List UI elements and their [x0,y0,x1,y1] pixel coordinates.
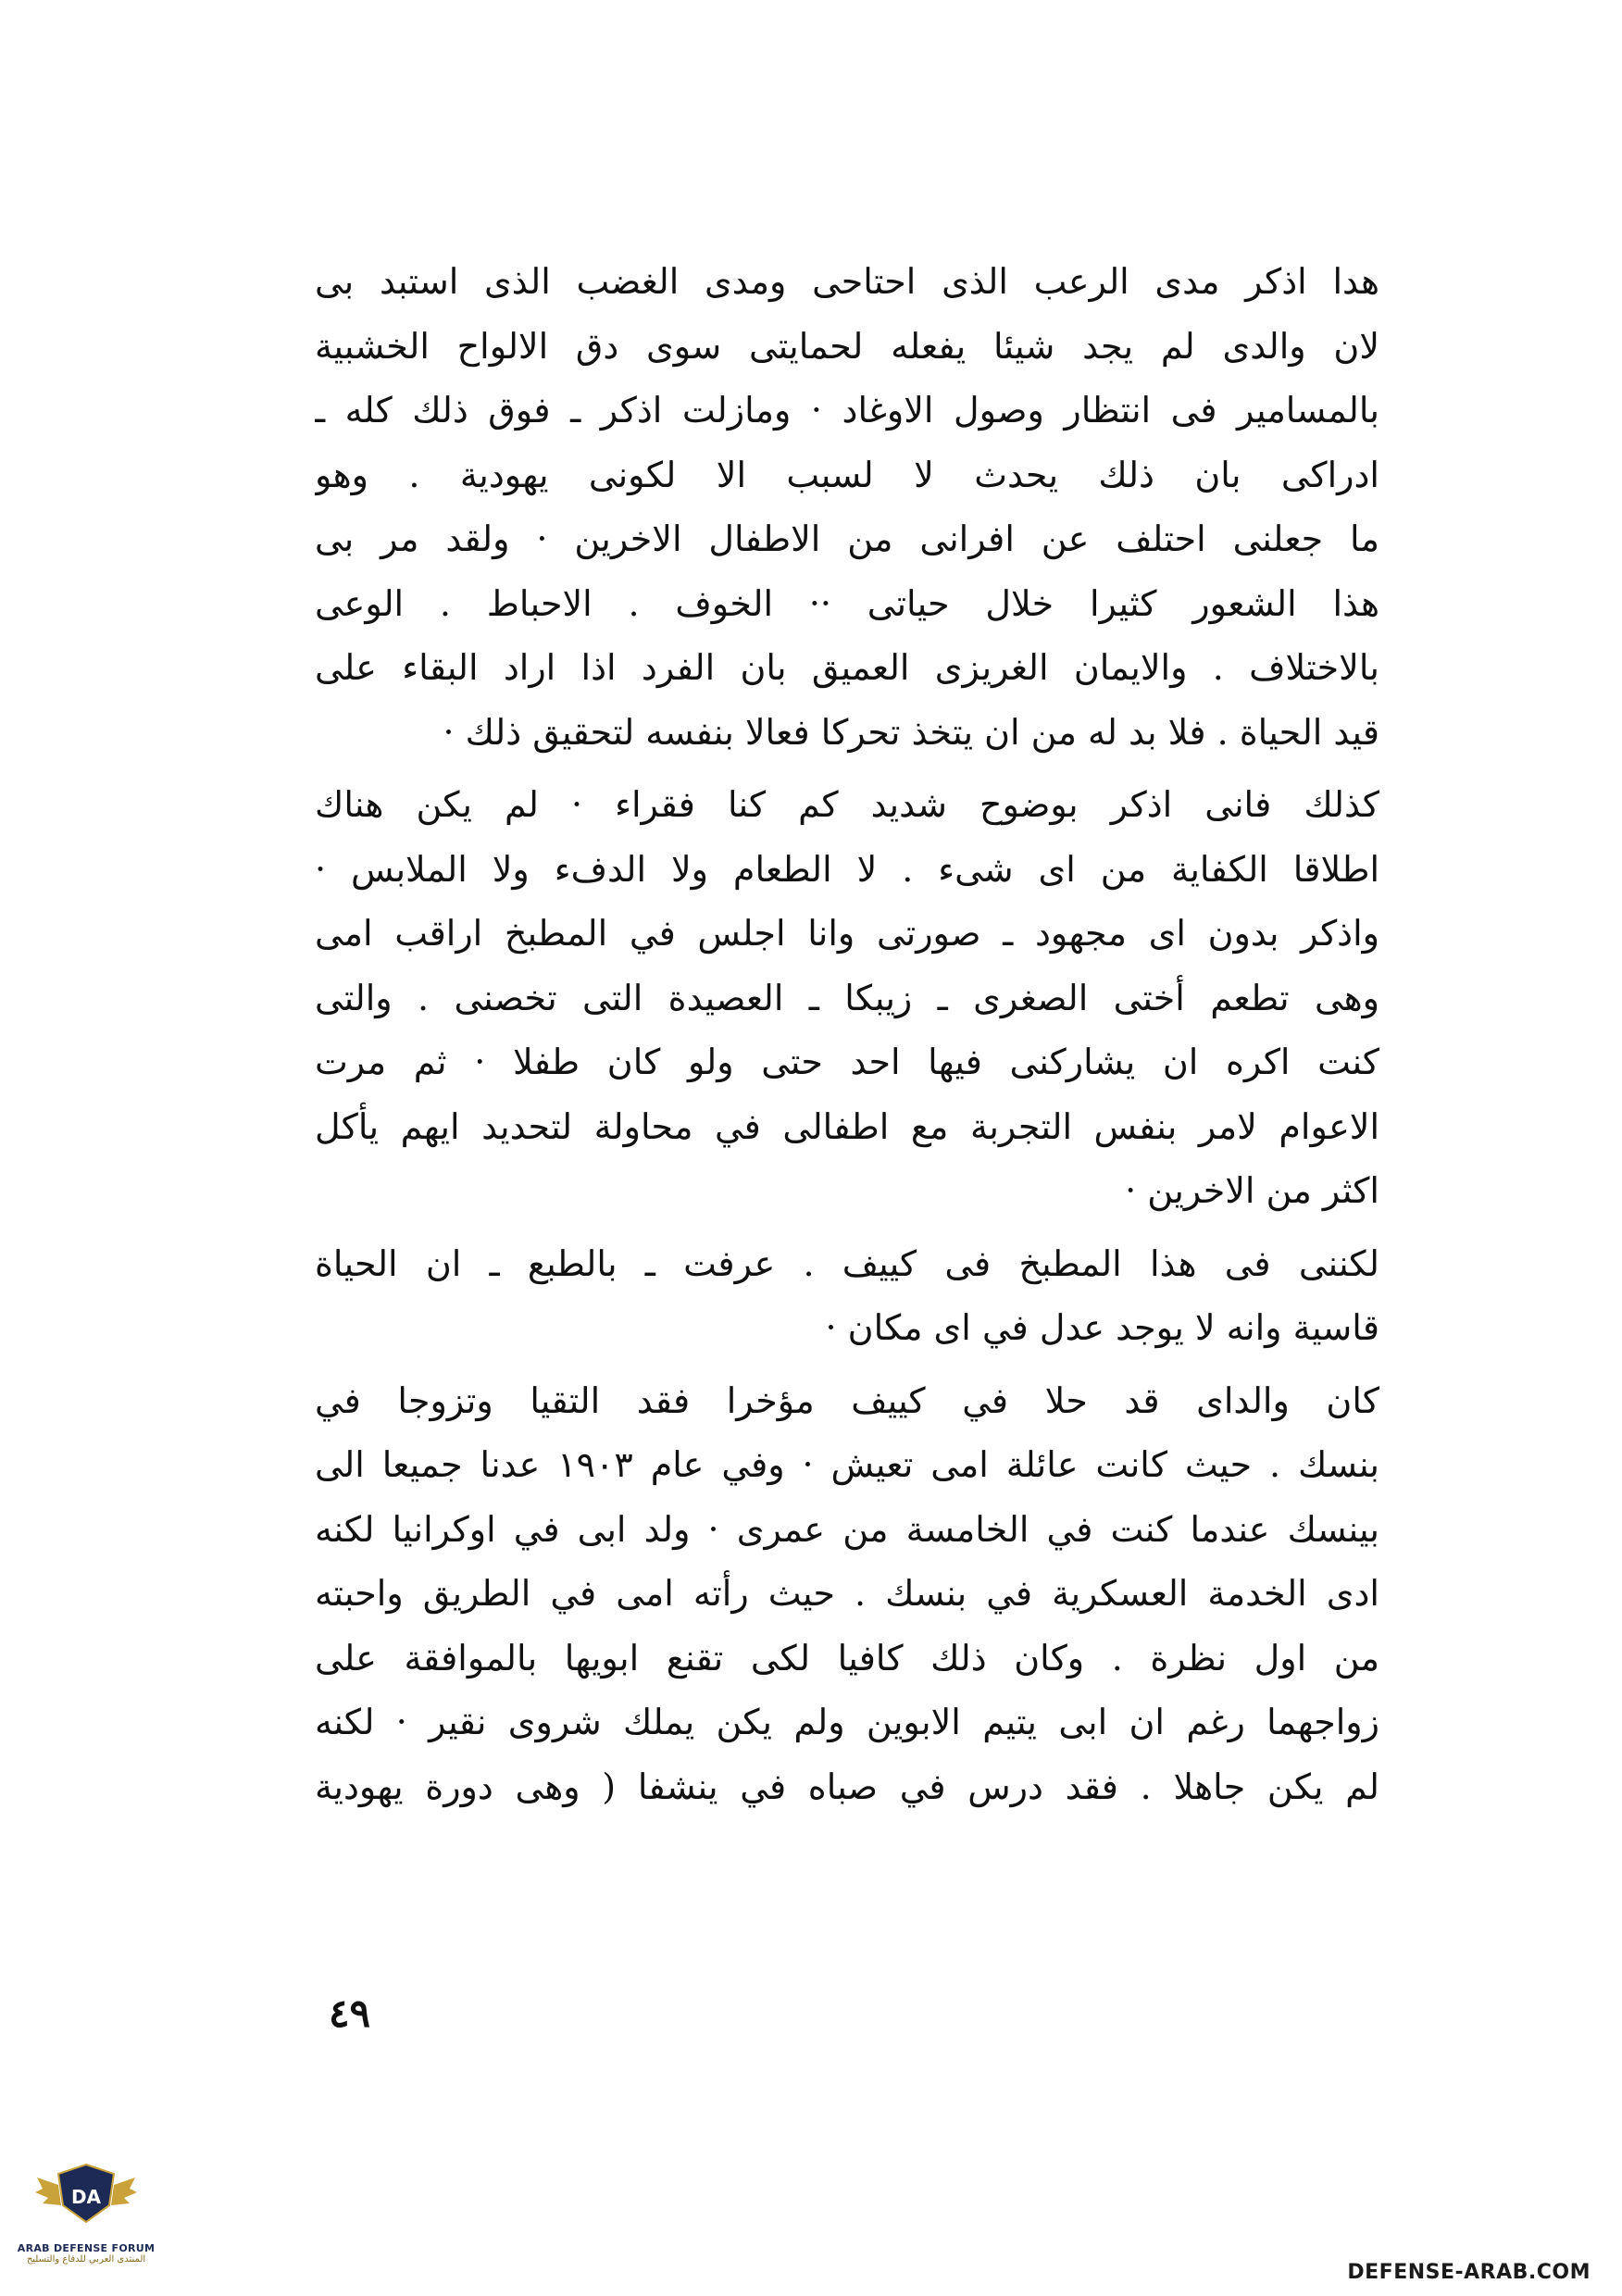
text-line: الاعوام لامر بنفس التجربة مع اطفالى في محاولة لتحديد ايهم يأكل [315,1105,1379,1147]
text-line: بنسك . حيث كانت عائلة امى تعيش · وفي عام ١٩٠٣ عدنا جميعا الى [315,1444,1379,1485]
text-line: لم يكن جاهلا . فقد درس في صباه في ينشفا ( وهى دورة يهودية [315,1766,1379,1807]
text-line: زواجهما رغم ان ابى يتيم الابوين ولم يكن يملك شروى نقير · لكنه [315,1702,1379,1742]
arab-defense-forum-logo-icon [35,2157,137,2240]
text-line: هذا الشعور كثيرا خلال حياتى ·· الخوف . الاحباط . الوعى [315,582,1379,624]
paragraph-4 [315,1369,1379,1820]
text-line: ما جعلنى احتلف عن افرانى من الاطفال الاخرين · ولقد مر بى [315,518,1379,559]
text-line: قيد الحياة . فلا بد له من ان يتخذ تحركا فعالا بنفسه لتحقيق ذلك · [443,711,1379,753]
text-line: بينسك عندما كنت في الخامسة من عمرى · ولد ابى في اوكرانيا لكنه [315,1508,1379,1550]
text-line: اطلاقا الكفاية من اى شىء . لا الطعام ولا الدفء ولا الملابس · [315,848,1379,890]
watermark-name-ar: المنتدى العربي للدفاع والتسليح [26,2254,146,2265]
body-text [315,250,1379,1819]
watermark-name-en: ARAB DEFENSE FORUM [17,2242,156,2254]
page-number: ٤٩ [329,1990,371,2036]
text-line: كذلك فانى اذكر بوضوح شديد كم كنا فقراء · لم يكن هناك [315,784,1379,825]
text-line: ادراكى بان ذلك يحدث لا لسبب الا لكونى يهودية . وهو [315,454,1379,495]
paragraph-2 [315,773,1379,1224]
text-line: بالمسامير فى انتظار وصول الاوغاد · ومازلت اذكر ـ فوق ذلك كله ـ [315,390,1379,430]
text-line: هدا اذكر مدى الرعب الذى احتاحى ومدى الغضب الذى استبد بى [315,261,1379,302]
text-line: لان والدى لم يجد شيئا يفعله لحمايتى سوى دق الالواح الخشبية [315,325,1379,367]
text-line: وهى تطعم أختى الصغرى ـ زيبكا ـ العصيدة التى تخصنى . والتى [315,977,1379,1018]
paragraph-1 [315,250,1379,765]
text-line: واذكر بدون اى مجهود ـ صورتى وانا اجلس في المطبخ اراقب امى [315,913,1379,954]
paragraph-3 [315,1232,1379,1361]
text-line: اكثر من الاخرين · [1125,1170,1379,1211]
text-line: كان والداى قد حلا في كييف مؤخرا فقد التقيا وتزوجا في [315,1379,1379,1421]
text-line: قاسية وانه لا يوجد عدل في اى مكان · [825,1307,1379,1348]
text-line: من اول نظرة . وكان ذلك كافيا لكى تقنع ابويها بالموافقة على [315,1637,1379,1678]
watermark [17,2157,156,2287]
logo-letters: DA [70,2186,102,2208]
site-url: DEFENSE-ARAB.COM [1347,2261,1591,2284]
text-line: كنت اكره ان يشاركنى فيها احد حتى ولو كان طفلا · ثم مرت [315,1042,1379,1082]
text-line: لكننى فى هذا المطبخ فى كييف . عرفت ـ بالطبع ـ ان الحياة [315,1242,1379,1284]
text-line: بالاختلاف . والايمان الغريزى العميق بان الفرد اذا اراد البقاء على [315,647,1379,688]
text-line: ادى الخدمة العسكرية في بنسك . حيث رأته امى في الطريق واحبته [315,1573,1379,1614]
